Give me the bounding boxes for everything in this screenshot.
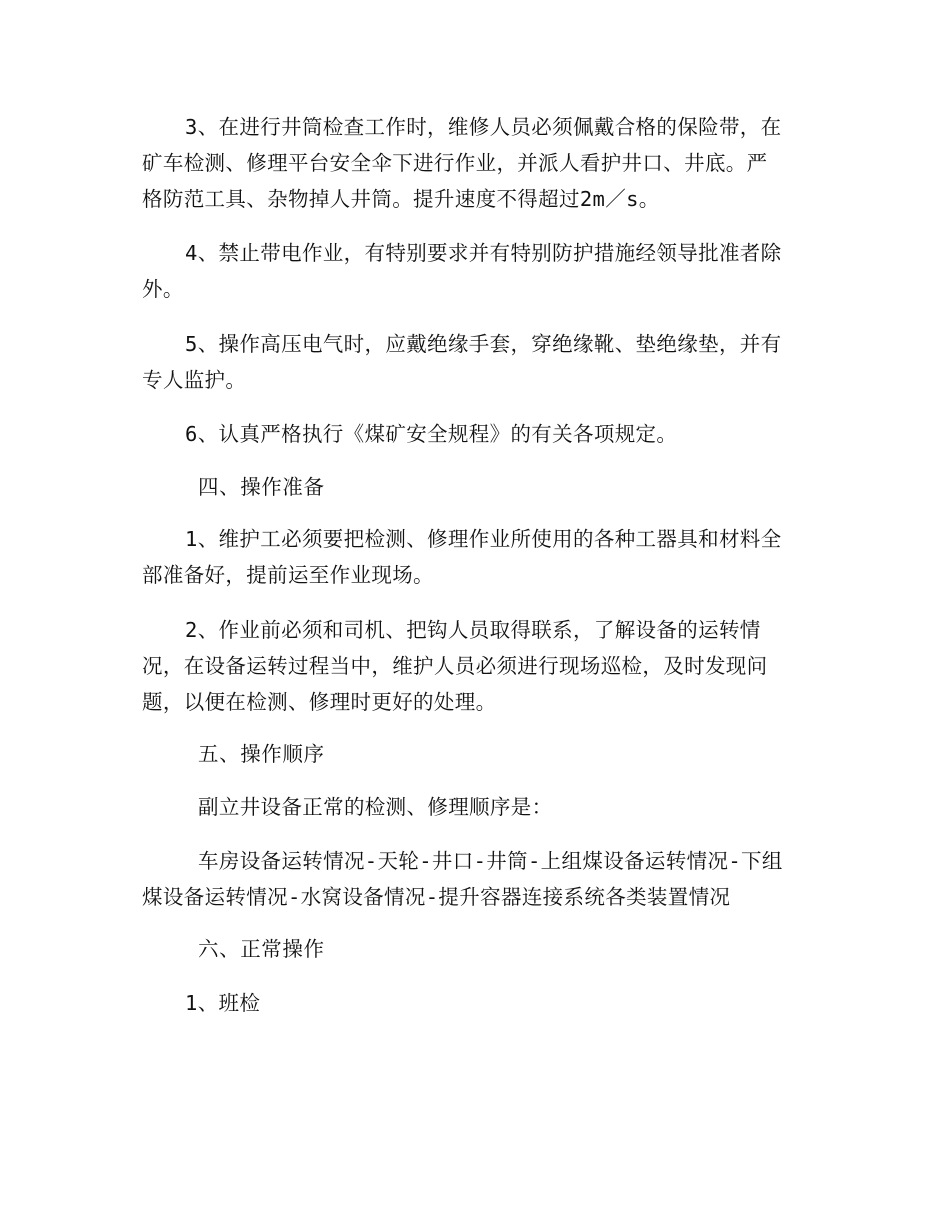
prep-item-1-line-1: 1、维护工必须要把检测、修理作业所使用的各种工器具和材料全 [185,527,782,551]
section-heading-4: 四、操作准备 [198,475,325,499]
paragraph-5-line-2: 专人监护。 [142,368,247,392]
prep-item-1-line-2: 部准备好，提前运至作业现场。 [142,563,434,587]
paragraph-5-line-1: 5、操作高压电气时，应戴绝缘手套，穿绝缘靴、垫绝缘垫，并有 [185,332,782,356]
section-heading-5: 五、操作顺序 [198,742,325,766]
paragraph-3-line-3: 格防范工具、杂物掉人井筒。提升速度不得超过2m／s。 [142,187,660,211]
paragraph-4-line-2: 外。 [142,277,184,301]
operation-item-1: 1、班检 [185,991,261,1015]
paragraph-6-line-1: 6、认真严格执行《煤矿安全规程》的有关各项规定。 [185,422,678,446]
order-sequence-line-1: 车房设备运转情况-天轮-井口-井筒-上组煤设备运转情况-下组 [198,849,783,873]
order-sequence-line-2: 煤设备运转情况-水窝设备情况-提升容器连接系统各类装置情况 [142,885,731,909]
paragraph-3-line-2: 矿车检测、修理平台安全伞下进行作业，并派人看护井口、井底。严 [142,151,768,175]
order-intro: 副立井设备正常的检测、修理顺序是： [198,795,553,819]
prep-item-2-line-2: 况，在设备运转过程当中，维护人员必须进行现场巡检，及时发现问 [142,654,768,678]
prep-item-2-line-1: 2、作业前必须和司机、把钩人员取得联系，了解设备的运转情 [185,618,761,642]
section-heading-6: 六、正常操作 [198,937,325,961]
paragraph-4-line-1: 4、禁止带电作业，有特别要求并有特别防护措施经领导批准者除 [185,241,782,265]
prep-item-2-line-3: 题，以便在检测、修理时更好的处理。 [142,690,497,714]
paragraph-3-line-1: 3、在进行井筒检查工作时，维修人员必须佩戴合格的保险带，在 [185,115,782,139]
